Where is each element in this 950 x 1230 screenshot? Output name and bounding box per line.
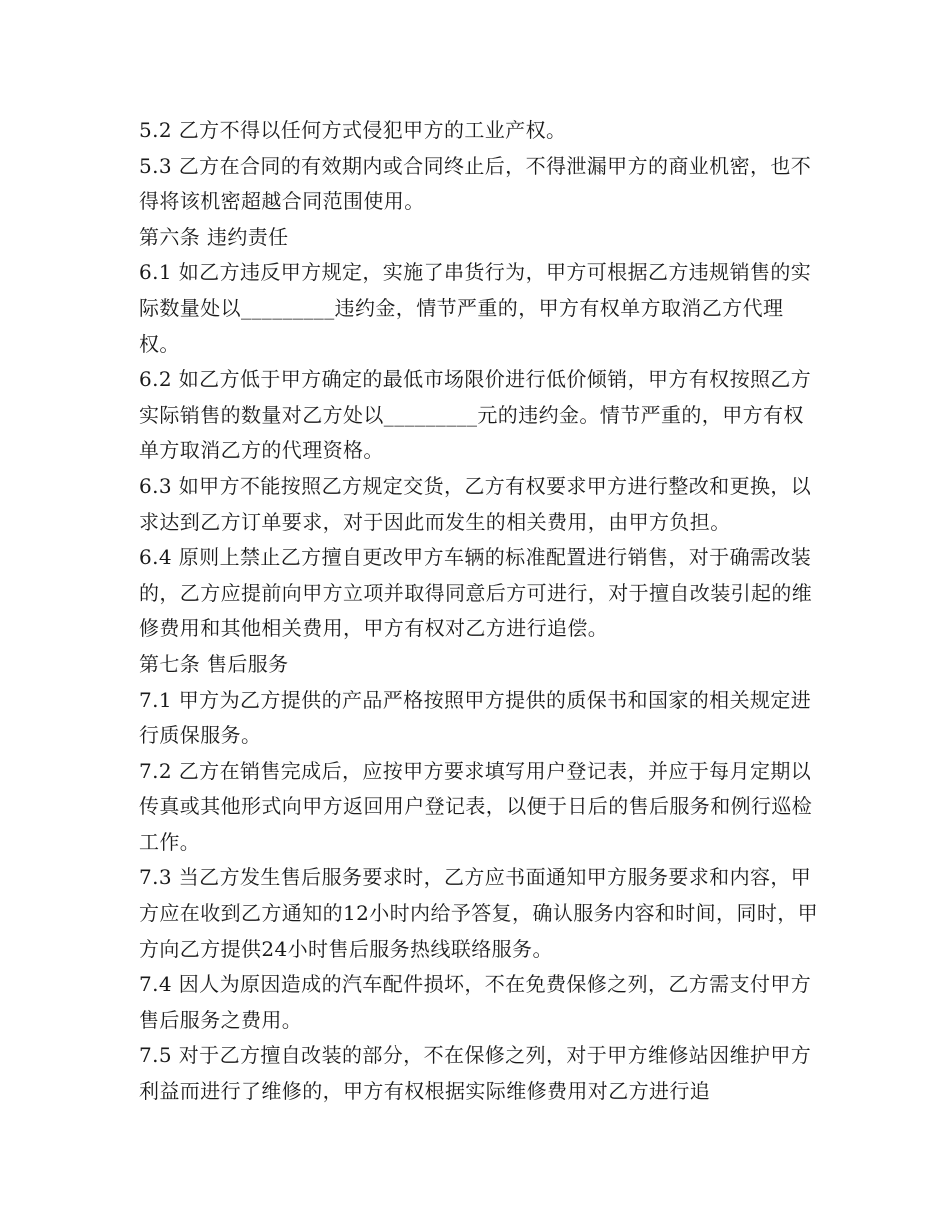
clause-5-2: 5.2 乙方不得以任何方式侵犯甲方的工业产权。 xyxy=(139,118,567,142)
clause-6-4: 6.4 原则上禁止乙方擅自更改甲方车辆的标准配置进行销售，对于确需改装的，乙方应提前向甲方立项并取得同意后方可进行，对于擅自改装引起的维修费用和其他相关费用，甲方有权对乙方进行追偿。 xyxy=(139,545,813,641)
clause-7-3: 7.3 当乙方发生售后服务要求时，乙方应书面通知甲方服务要求和内容，甲方应在收到乙方通知的12小时内给予答复，确认服务内容和时间，同时，甲方向乙方提供24小时售后服务热线联络服务。 xyxy=(139,865,819,961)
clause-6-3: 6.3 如甲方不能按照乙方规定交货，乙方有权要求甲方进行整改和更换，以求达到乙方订单要求，对于因此而发生的相关费用，由甲方负担。 xyxy=(139,473,812,534)
article-6-heading: 第六条 违约责任 xyxy=(139,224,289,249)
clause-6-2: 6.2 如乙方低于甲方确定的最低市场限价进行低价倾销，甲方有权按照乙方实际销售的数量对乙方处以_________元的违约金。情节严重的，甲方有权单方取消乙方的代理资格。 xyxy=(139,367,812,463)
clause-5-3: 5.3 乙方在合同的有效期内或合同终止后，不得泄漏甲方的商业机密，也不得将该机密超越合同范围使用。 xyxy=(139,153,812,214)
clause-7-4: 7.4 因人为原因造成的汽车配件损坏，不在免费保修之列，乙方需支付甲方售后服务之费用。 xyxy=(139,972,812,1032)
clause-7-2: 7.2 乙方在销售完成后，应按甲方要求填写用户登记表，并应于每月定期以传真或其他形式向甲方返回用户登记表，以便于日后的售后服务和例行巡检工作。 xyxy=(139,758,813,854)
clause-6-1: 6.1 如乙方违反甲方规定，实施了串货行为，甲方可根据乙方违规销售的实际数量处以_________违约金，情节严重的，甲方有权单方取消乙方代理权。 xyxy=(139,260,812,356)
clause-7-1: 7.1 甲方为乙方提供的产品严格按照甲方提供的质保书和国家的相关规定进行质保服务。 xyxy=(139,687,812,748)
document-body xyxy=(139,113,819,1110)
clause-7-5: 7.5 对于乙方擅自改装的部分，不在保修之列，对于甲方维修站因维护甲方利益而进行了维修的，甲方有权根据实际维修费用对乙方进行追 xyxy=(139,1043,812,1104)
article-7-heading: 第七条 售后服务 xyxy=(139,651,289,676)
